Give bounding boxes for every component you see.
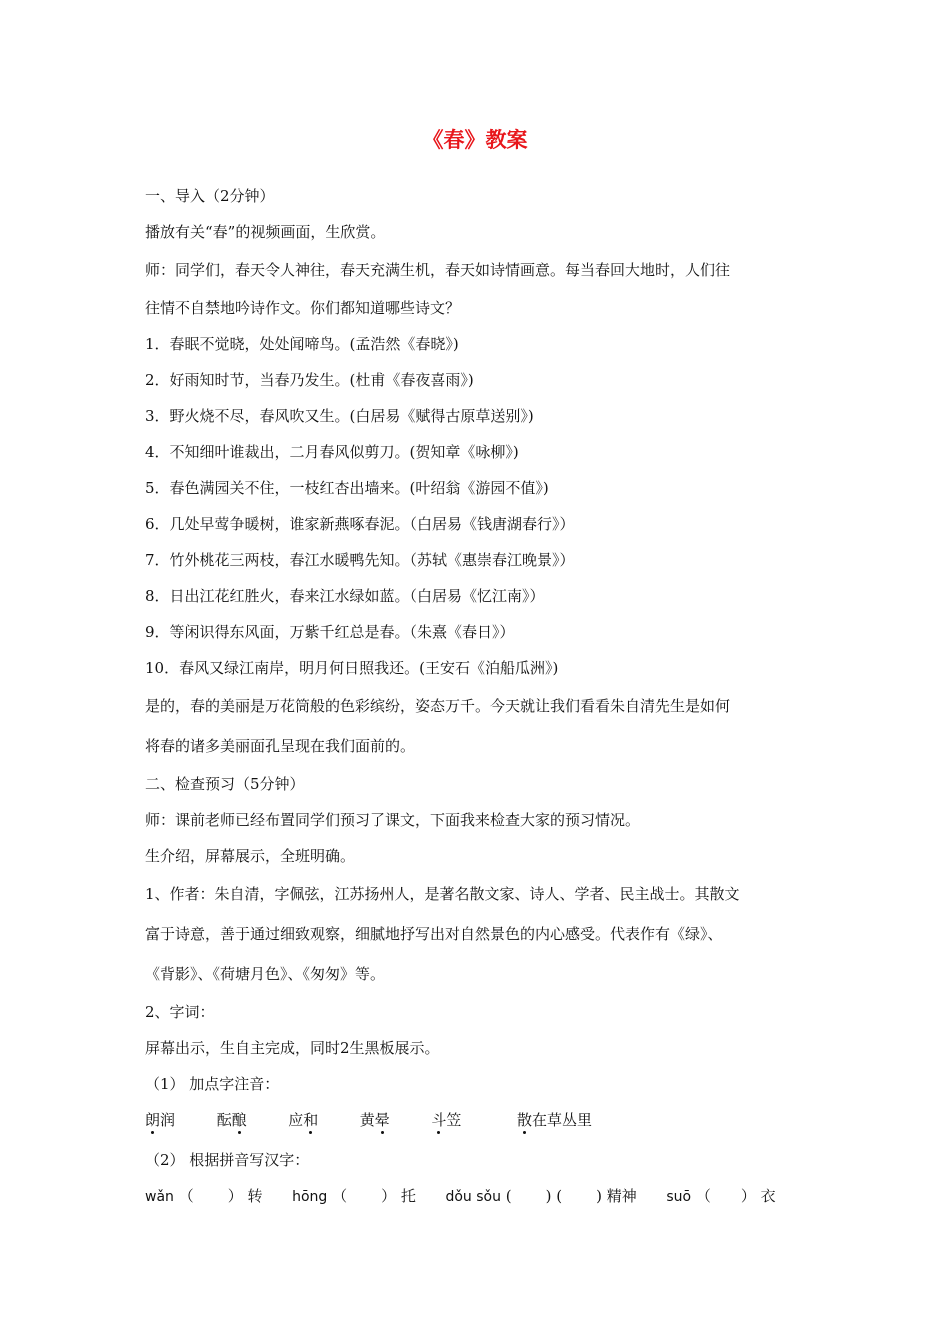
poem-item: 7．竹外桃花三两枝，春江水暖鸭先知。（苏轼《惠崇春江晚景》） [145,551,575,569]
paragraph-line: 屏幕出示，生自主完成，同时2生黑板展示。 [145,1039,440,1057]
pinyin-row [145,1178,810,1214]
paragraph-line: 生介绍，屏幕展示，全班明确。 [145,847,356,865]
poem-item: 10．春风又绿江南岸，明月何日照我还。(王安石《泊船瓜洲》) [145,659,559,677]
dotted-word: 酝酿 [216,1111,247,1129]
dotted-word: 应和 [288,1111,319,1129]
poem-item: 3．野火烧不尽，春风吹又生。(白居易《赋得古原草送别》) [145,407,534,425]
answer-blank[interactable]: ( ) [556,1187,602,1205]
pinyin-text: wǎn [145,1189,174,1205]
paragraph-line: 将春的诸多美丽面孔呈现在我们面前的。 [145,737,416,755]
poem-item: 6．几处早莺争暖树，谁家新燕啄春泥。（白居易《钱唐湖春行》） [145,515,575,533]
pinyin-text: dǒu sǒu [445,1189,501,1205]
page-title: 《春》教案 [422,127,528,152]
paragraph-line: 师：课前老师已经布置同学们预习了课文，下面我来检查大家的预习情况。 [145,811,641,829]
poem-item: 1．春眠不觉晓，处处闻啼鸟。(孟浩然《春晓》) [145,335,459,353]
pinyin-suffix: 托 [400,1187,416,1205]
poem-item: 9．等闲识得东风面，万紫千红总是春。（朱熹《春日》） [145,623,515,641]
pinyin-text: hōng [292,1189,328,1205]
paragraph-line: 2、字词： [145,1003,215,1021]
section-heading: 二、检查预习（5分钟） [145,775,305,793]
answer-blank[interactable]: （ ） [178,1187,243,1205]
dotted-word: 黄晕 [359,1111,390,1129]
document-body [145,178,810,1214]
pinyin-suffix: 转 [247,1187,263,1205]
section-heading: 一、导入（2分钟） [145,187,275,205]
paragraph-line: 富于诗意，善于通过细致观察，细腻地抒写出对自然景色的内心感受。代表作有《绿》、 [145,925,723,943]
paragraph-line: 《背影》、《荷塘月色》、《匆匆》等。 [145,965,386,983]
question-label: （1） 加点字注音： [145,1075,280,1093]
poem-item: 8．日出江花红胜火，春来江水绿如蓝。（白居易《忆江南》） [145,587,545,605]
pinyin-suffix: 精神 [606,1187,637,1205]
poem-item: 4．不知细叶谁裁出，二月春风似剪刀。(贺知章《咏柳》) [145,443,519,461]
paragraph-line: 往情不自禁地吟诗作文。你们都知道哪些诗文？ [145,299,461,317]
paragraph-line: 师：同学们，春天令人神往，春天充满生机，春天如诗情画意。每当春回大地时，人们往 [145,261,731,279]
pinyin-suffix: 衣 [760,1187,776,1205]
dotted-word-row [145,1102,810,1138]
dotted-word: 散在草丛里 [516,1111,593,1129]
answer-blank[interactable]: （ ） [695,1187,756,1205]
poem-item: 2．好雨知时节，当春乃发生。(杜甫《春夜喜雨》) [145,371,474,389]
dotted-word: 朗润 [145,1111,176,1129]
pinyin-text: suō [666,1189,692,1205]
poem-item: 5．春色满园关不住，一枝红杏出墙来。(叶绍翁《游园不值》) [145,479,549,497]
paragraph-line: 1、作者：朱自清，字佩弦，江苏扬州人，是著名散文家、诗人、学者、民主战士。其散文 [145,885,740,903]
question-label: （2） 根据拼音写汉字： [145,1151,310,1169]
answer-blank[interactable]: （ ） [332,1187,397,1205]
paragraph-line: 播放有关“春”的视频画面，生欣赏。 [145,223,386,241]
paragraph-line: 是的，春的美丽是万花筒般的色彩缤纷，姿态万千。今天就让我们看看朱自清先生是如何 [145,697,731,715]
answer-blank[interactable]: ( ) [505,1187,552,1205]
dotted-word: 斗笠 [431,1111,462,1129]
